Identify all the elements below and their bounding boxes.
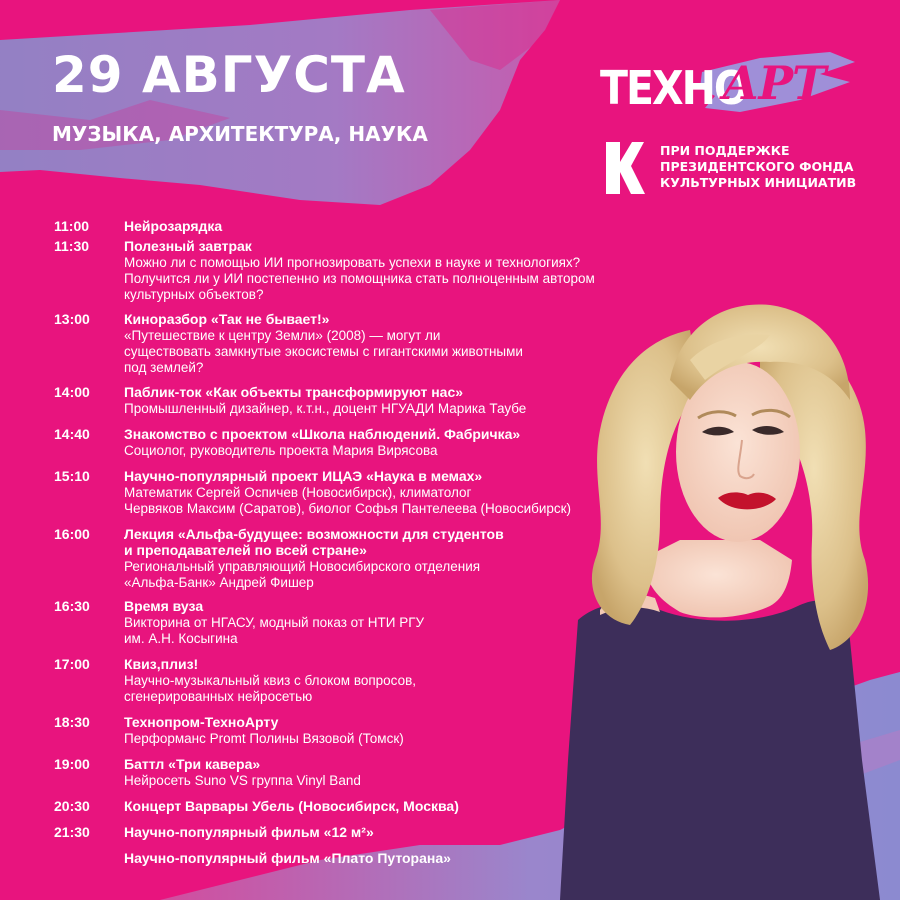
event-date-heading: 29 АВГУСТА [52,46,406,104]
schedule-description: «Путешествие к центру Земли» (2008) — могут ли существовать замкнутые экосистемы с гигантскими животными под землей? [124,328,523,375]
schedule-title: Нейрозарядка [124,218,223,234]
schedule-title: Научно-популярный проект ИЦАЭ «Наука в мемах» [124,468,483,484]
schedule-title: Квиз,плиз! [124,656,199,672]
schedule-time: 15:10 [54,468,90,484]
schedule-time: 14:40 [54,426,90,442]
schedule-description: Математик Сергей Оспичев (Новосибирск), климатолог Червяков Максим (Саратов), биолог Софья Пантелеева (Новосибирск) [124,485,572,516]
schedule-description: Нейросеть Suno VS группа Vinyl Band [124,773,361,788]
event-themes-subtitle: МУЗЫКА, АРХИТЕКТУРА, НАУКА [52,122,428,146]
schedule-time: 21:30 [54,824,90,840]
schedule-time: 14:00 [54,384,90,400]
schedule-title: Лекция «Альфа-будущее: возможности для студентов и преподавателей по всей стране» [124,526,504,558]
schedule-title: Технопром-ТехноАрту [124,714,279,730]
schedule-description: Викторина от НГАСУ, модный показ от НТИ РГУ им. А.Н. Косыгина [124,615,425,646]
schedule-description: Региональный управляющий Новосибирского отделения «Альфа-Банк» Андрей Фишер [124,559,481,590]
schedule-description: Перформанс Promt Полины Вязовой (Томск) [124,731,404,746]
schedule-time: 11:30 [54,238,90,254]
schedule-time: 17:00 [54,656,90,672]
schedule-time: 18:30 [54,714,90,730]
schedule-description: Можно ли с помощью ИИ прогнозировать успехи в науке и технологиях? Получится ли у ИИ постепенно из помощника стать полноценным автором культурных объектов? [124,255,595,302]
schedule-title: Киноразбор «Так не бывает!» [124,311,330,327]
schedule-title: Научно-популярный фильм «12 м²» [124,824,374,840]
schedule-title: Полезный завтрак [124,238,252,254]
schedule-title: Концерт Варвары Убель (Новосибирск, Москва) [124,798,459,814]
schedule-title: Баттл «Три кавера» [124,756,261,772]
technoart-logo-techno: ТЕХНО [600,61,747,116]
fund-line-2: ПРЕЗИДЕНТСКОГО ФОНДА [660,159,854,174]
schedule-time: 19:00 [54,756,90,772]
schedule-description: Социолог, руководитель проекта Мария Вирясова [124,443,438,458]
schedule-title: Паблик-ток «Как объекты трансформируют нас» [124,384,464,400]
schedule-title: Время вуза [124,598,204,614]
schedule-time: 13:00 [54,311,90,327]
schedule-time: 11:00 [54,218,90,234]
technoart-logo-art: АРТ [722,56,826,110]
fund-line-1: ПРИ ПОДДЕРЖКЕ [660,143,790,158]
schedule-time: 20:30 [54,798,90,814]
schedule-description: Научно-музыкальный квиз с блоком вопросов, сгенерированных нейросетью [124,673,417,704]
schedule-time: 16:30 [54,598,90,614]
fund-line-3: КУЛЬТУРНЫХ ИНИЦИАТИВ [660,175,857,190]
schedule-time: 16:00 [54,526,90,542]
schedule-title: Научно-популярный фильм «Плато Путорана» [124,850,451,866]
schedule-title: Знакомство с проектом «Школа наблюдений. Фабричка» [124,426,521,442]
schedule-description: Промышленный дизайнер, к.т.н., доцент НГУАДИ Марика Таубе [124,401,527,416]
